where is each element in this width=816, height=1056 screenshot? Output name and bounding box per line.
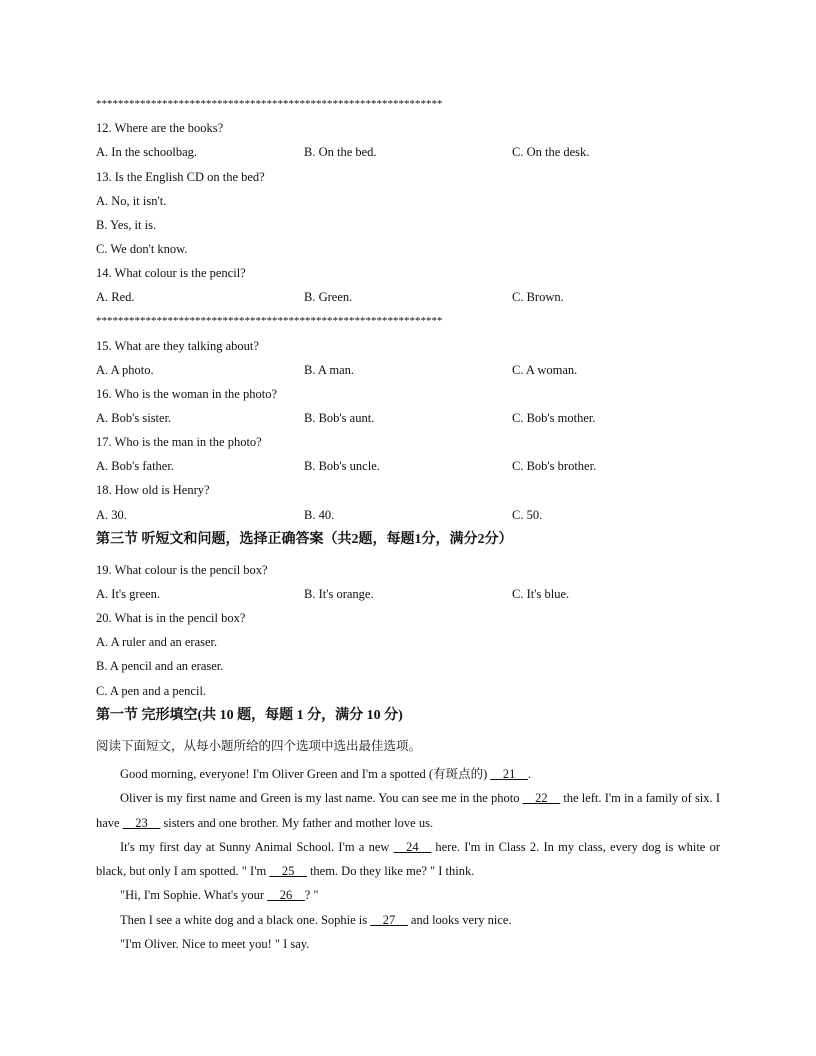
- passage-text: ? ": [304, 888, 319, 903]
- q13-option-b: B. Yes, it is.: [96, 218, 157, 232]
- q19-option-a: A. It's green.: [96, 587, 161, 601]
- question-17: 17. Who is the man in the photo?: [96, 435, 262, 449]
- q19-option-b: B. It's orange.: [304, 587, 374, 601]
- passage-paragraph-2: [96, 786, 720, 835]
- q17-option-a: A. Bob's father.: [96, 459, 174, 473]
- passage-text: here. I'm in Class 2. In my class, every dog is white or black, but only I am spotted. " I'm: [96, 839, 720, 879]
- passage-text: Good morning, everyone! I'm Oliver Green and I'm a spotted (有斑点的): [120, 767, 491, 781]
- q12-option-a: A. In the schoolbag.: [96, 145, 198, 159]
- passage-text: Then I see a white dog and a black one. Sophie is: [120, 912, 371, 927]
- q13-option-c: C. We don't know.: [96, 242, 188, 256]
- question-13: 13. Is the English CD on the bed?: [96, 170, 265, 184]
- question-15: 15. What are they talking about?: [96, 339, 259, 353]
- cloze-instruction: 阅读下面短文，从每小题所给的四个选项中选出最佳选项。: [96, 739, 422, 753]
- q18-option-c: C. 50.: [512, 508, 543, 522]
- question-12: 12. Where are the books?: [96, 121, 224, 135]
- q15-option-b: B. A man.: [304, 363, 355, 377]
- q14-option-c: C. Brown.: [512, 290, 564, 304]
- passage-paragraph-4: [96, 883, 720, 907]
- passage-text: them. Do they like me? " I think.: [306, 864, 475, 879]
- blank-21: __21__: [490, 767, 528, 781]
- blank-23: __23__: [122, 815, 161, 830]
- passage-text: It's my first day at Sunny Animal School. I'm a new: [120, 839, 394, 854]
- q15-option-c: C. A woman.: [512, 363, 578, 377]
- question-19: 19. What colour is the pencil box?: [96, 563, 268, 577]
- passage-text: .: [527, 767, 532, 781]
- q13-option-a: A. No, it isn't.: [96, 194, 167, 208]
- q17-option-b: B. Bob's uncle.: [304, 459, 380, 473]
- separator-line: ***************************************************************: [96, 98, 443, 110]
- q20-option-c: C. A pen and a pencil.: [96, 684, 207, 698]
- separator-line: ***************************************************************: [96, 315, 443, 327]
- passage-text: Oliver is my first name and Green is my last name. You can see me in the photo: [120, 791, 523, 806]
- question-20: 20. What is in the pencil box?: [96, 611, 246, 625]
- cloze-heading: 第一节 完形填空(共 10 题，每题 1 分，满分 10 分): [96, 708, 403, 723]
- q16-option-b: B. Bob's aunt.: [304, 411, 375, 425]
- passage-text: "Hi, I'm Sophie. What's your: [120, 888, 268, 903]
- passage-text: the left. I'm in a family of six. I have: [96, 791, 720, 830]
- q15-option-a: A. A photo.: [96, 363, 154, 377]
- passage-text: and looks very nice.: [407, 912, 512, 927]
- question-14: 14. What colour is the pencil?: [96, 266, 246, 280]
- blank-24: __24__: [393, 839, 432, 854]
- q14-option-a: A. Red.: [96, 290, 135, 304]
- q12-option-b: B. On the bed.: [304, 145, 377, 159]
- passage-text: sisters and one brother. My father and mother love us.: [160, 815, 434, 830]
- passage-paragraph-3: [96, 835, 720, 884]
- q17-option-c: C. Bob's brother.: [512, 459, 597, 473]
- passage-paragraph-6: [96, 932, 720, 956]
- passage-text: "I'm Oliver. Nice to meet you! " I say.: [120, 937, 310, 952]
- q20-option-b: B. A pencil and an eraser.: [96, 659, 224, 673]
- blank-25: __25__: [269, 864, 307, 879]
- question-18: 18. How old is Henry?: [96, 483, 210, 497]
- q18-option-b: B. 40.: [304, 508, 335, 522]
- passage-paragraph-5: [96, 908, 720, 932]
- q20-option-a: A. A ruler and an eraser.: [96, 635, 218, 649]
- q18-option-a: A. 30.: [96, 508, 127, 522]
- blank-22: __22__: [522, 791, 561, 806]
- q19-option-c: C. It's blue.: [512, 587, 570, 601]
- cloze-passage: [96, 762, 720, 956]
- question-16: 16. Who is the woman in the photo?: [96, 387, 277, 401]
- blank-27: __27__: [370, 912, 408, 927]
- q14-option-b: B. Green.: [304, 290, 353, 304]
- section-3-heading: 第三节 听短文和问题，选择正确答案（共2题，每题1分，满分2分）: [96, 532, 513, 547]
- blank-26: __26__: [267, 888, 305, 903]
- q16-option-c: C. Bob's mother.: [512, 411, 596, 425]
- q16-option-a: A. Bob's sister.: [96, 411, 172, 425]
- passage-paragraph-1: [96, 762, 720, 786]
- q12-option-c: C. On the desk.: [512, 145, 590, 159]
